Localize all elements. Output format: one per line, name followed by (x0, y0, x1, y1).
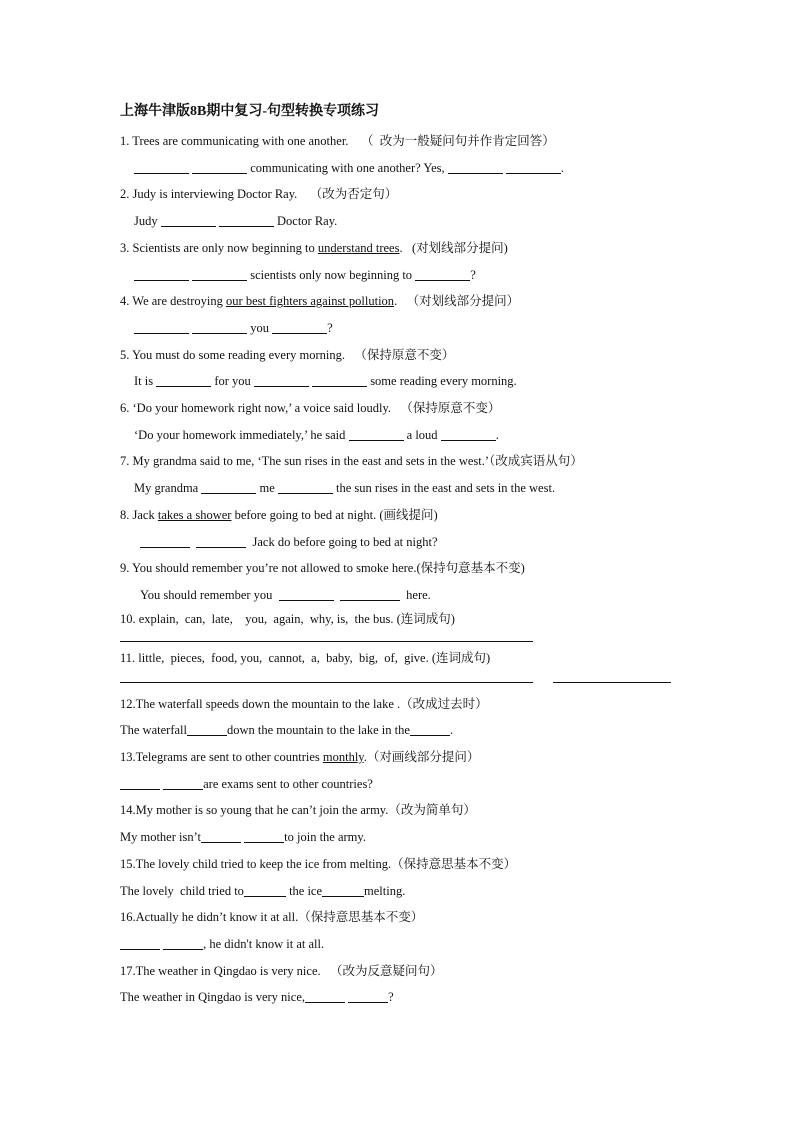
blank[interactable] (201, 479, 256, 494)
answer-15: The lovely child tried to the ice melting. (120, 883, 406, 898)
blank[interactable] (272, 319, 327, 334)
blank[interactable] (244, 882, 286, 897)
blank[interactable] (140, 533, 190, 548)
question-9: 9. You should remember you’re not allowed to smoke here.(保持句意基本不变) (120, 561, 525, 576)
blank[interactable] (305, 988, 345, 1003)
blank[interactable] (254, 372, 309, 387)
blank[interactable] (192, 319, 247, 334)
answer-line[interactable] (553, 670, 671, 683)
answer-7: My grandma me the sun rises in the east and sets in the west. (134, 481, 556, 496)
answer-11 (120, 670, 680, 683)
worksheet (120, 102, 680, 1011)
blank[interactable] (506, 159, 561, 174)
question-6: 6. ‘Do your homework right now,’ a voice said loudly. （保持原意不变） (120, 401, 501, 416)
question-11: 11. little, pieces, food, you, cannot, a, baby, big, of, give. (连词成句) (120, 650, 491, 665)
blank[interactable] (348, 988, 388, 1003)
answer-2: Judy Doctor Ray. (134, 214, 338, 229)
answer-1: communicating with one another? Yes, . (120, 155, 680, 182)
answer-16: , he didn't know it at all. (120, 931, 680, 958)
answer-17: The weather in Qingdao is very nice, ? (120, 990, 394, 1005)
blank[interactable] (163, 775, 203, 790)
answer-10 (120, 629, 533, 642)
blank[interactable] (219, 212, 274, 227)
question-8: 8. Jack takes a shower before going to bed at night. (画线提问) (120, 507, 438, 522)
answer-9: You should remember you here. (140, 587, 431, 602)
answer-12: The waterfall down the mountain to the lake in the . (120, 723, 454, 738)
question-12: 12.The waterfall speeds down the mountain to the lake .（改成过去时） (120, 696, 488, 711)
question-17: 17.The weather in Qingdao is very nice. （改为反意疑问句） (120, 963, 443, 978)
answer-line[interactable] (120, 670, 533, 683)
blank[interactable] (163, 935, 203, 950)
blank[interactable] (134, 159, 189, 174)
answer-13: are exams sent to other countries? (120, 771, 680, 798)
blank[interactable] (156, 372, 211, 387)
answer-4: you ? (120, 315, 680, 342)
question-13: 13.Telegrams are sent to other countries monthly.（对画线部分提问） (120, 750, 480, 765)
blank[interactable] (448, 159, 503, 174)
blank[interactable] (415, 266, 470, 281)
answer-line[interactable] (120, 629, 533, 642)
blank[interactable] (120, 935, 160, 950)
blank[interactable] (340, 586, 400, 601)
question-10: 10. explain, can, late, you, again, why, is, the bus. (连词成句) (120, 611, 455, 626)
answer-14: My mother isn’t to join the army. (120, 830, 366, 845)
answer-3: scientists only now beginning to ? (120, 262, 680, 289)
blank[interactable] (134, 319, 189, 334)
blank[interactable] (244, 828, 284, 843)
blank[interactable] (441, 426, 496, 441)
question-7: 7. My grandma said to me, ‘The sun rises in the east and sets in the west.’（改成宾语从句） (120, 454, 583, 469)
question-2: 2. Judy is interviewing Doctor Ray. （改为否定句） (120, 187, 398, 202)
blank[interactable] (187, 721, 227, 736)
blank[interactable] (278, 479, 333, 494)
blank[interactable] (322, 882, 364, 897)
question-5: 5. You must do some reading every morning. （保持原意不变） (120, 347, 455, 362)
blank[interactable] (192, 266, 247, 281)
question-15: 15.The lovely child tried to keep the ice from melting.（保持意思基本不变） (120, 856, 517, 871)
question-16: 16.Actually he didn’t know it at all.（保持意思基本不变） (120, 910, 424, 925)
answer-8: Jack do before going to bed at night? (120, 529, 680, 556)
blank[interactable] (410, 721, 450, 736)
blank[interactable] (196, 533, 246, 548)
answer-6: ‘Do your homework immediately,’ he said a loud . (134, 427, 499, 442)
question-14: 14.My mother is so young that he can’t join the army.（改为简单句） (120, 803, 476, 818)
blank[interactable] (349, 426, 404, 441)
blank[interactable] (120, 775, 160, 790)
blank[interactable] (312, 372, 367, 387)
blank[interactable] (134, 266, 189, 281)
blank[interactable] (279, 586, 334, 601)
answer-5: It is for you some reading every morning. (134, 374, 517, 389)
question-3: 3. Scientists are only now beginning to understand trees. (对划线部分提问) (120, 240, 508, 255)
question-4: 4. We are destroying our best fighters against pollution. （对划线部分提问） (120, 294, 520, 309)
blank[interactable] (161, 212, 216, 227)
question-1: 1. Trees are communicating with one another. （ 改为一般疑问句并作肯定回答） (120, 134, 555, 148)
blank[interactable] (201, 828, 241, 843)
worksheet-title: 上海牛津版8B期中复习-句型转换专项练习 (120, 104, 379, 119)
blank[interactable] (192, 159, 247, 174)
